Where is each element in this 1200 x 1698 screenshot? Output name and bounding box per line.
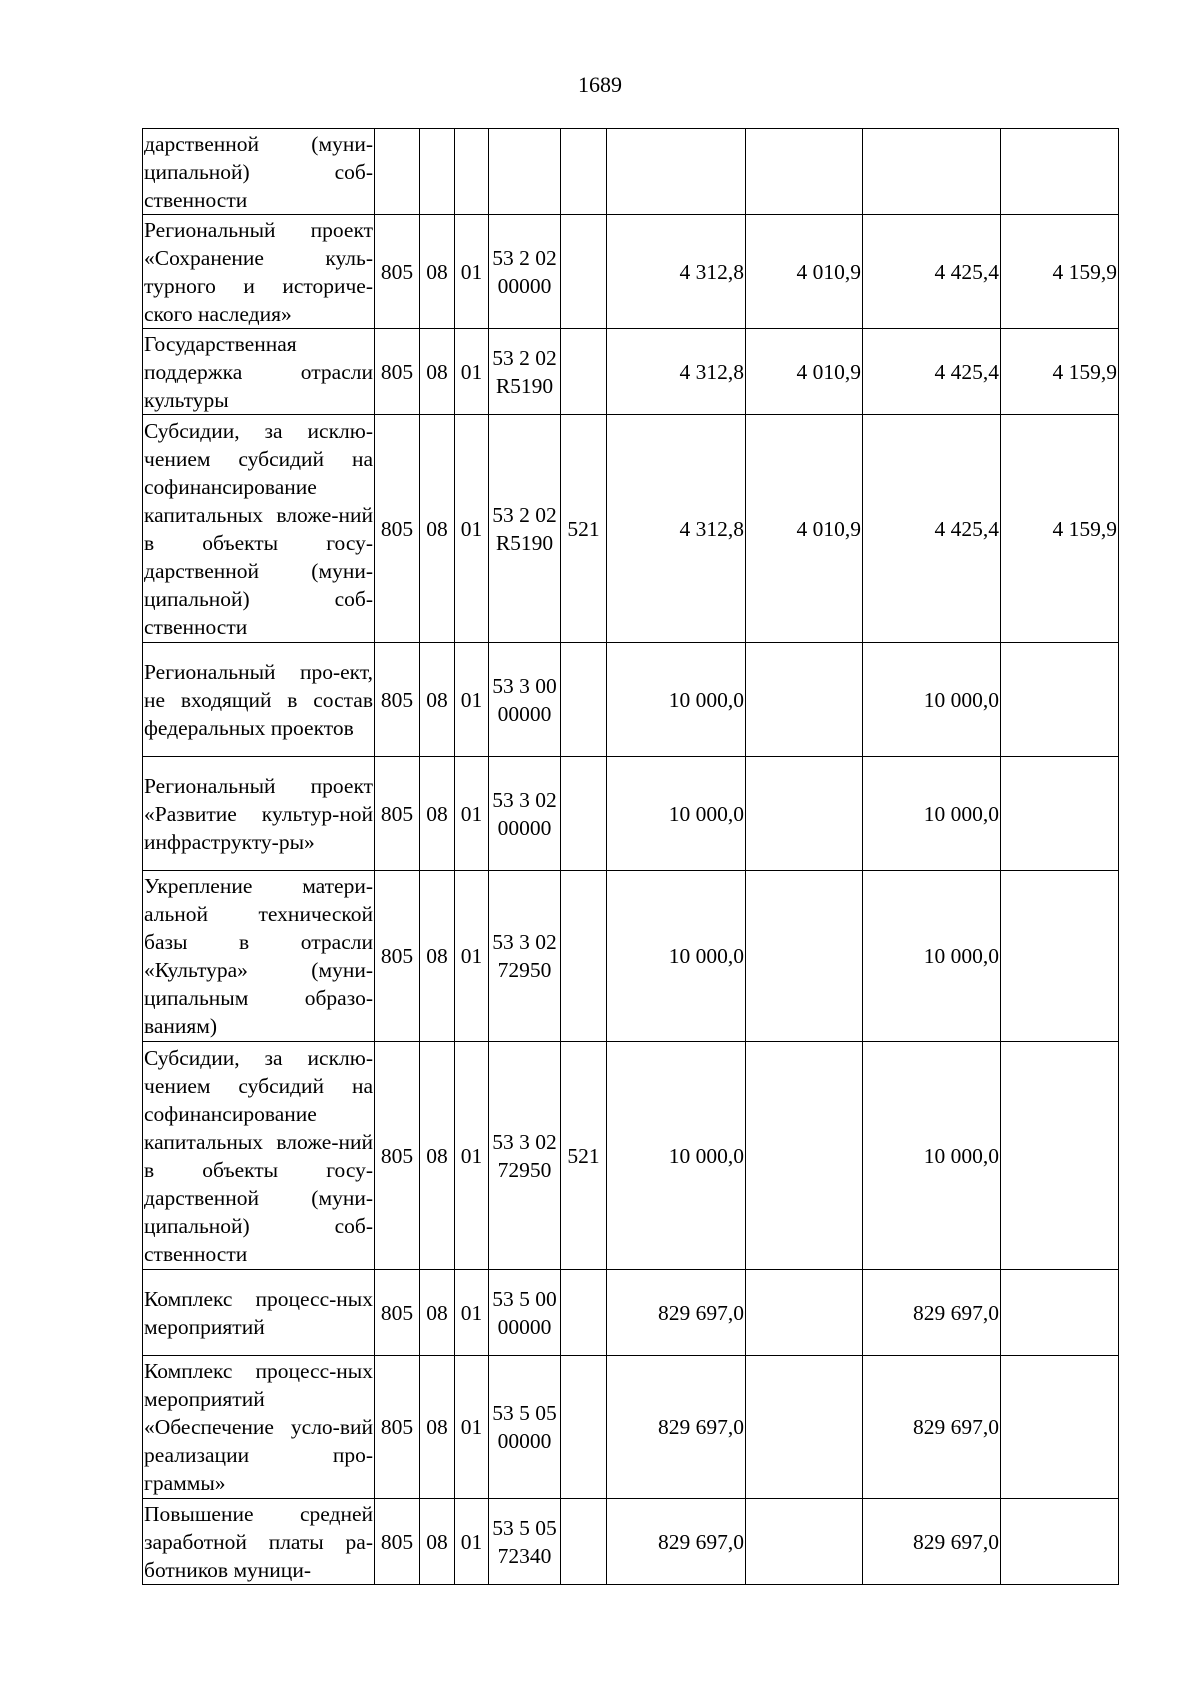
row-amount-3: 10 000,0 [863,757,1001,871]
row-csr: 53 5 05 00000 [489,1356,561,1499]
row-csr: 53 3 00 00000 [489,643,561,757]
row-amount-2 [746,129,863,215]
row-rz: 08 [420,215,455,329]
row-amount-3: 829 697,0 [863,1499,1001,1585]
row-amount-4 [1001,1270,1119,1356]
page-number: 1689 [578,72,622,97]
row-amount-1: 829 697,0 [607,1356,746,1499]
table-row [143,1270,1119,1356]
row-gr: 805 [375,215,420,329]
row-gr: 805 [375,415,420,643]
row-vr [561,643,607,757]
row-gr: 805 [375,1499,420,1585]
row-gr: 805 [375,1356,420,1499]
row-name: Комплекс процесс-ных мероприятий «Обеспечение усло-вий реализации про-граммы» [143,1356,375,1499]
table-row [143,643,1119,757]
row-amount-4 [1001,1356,1119,1499]
row-pr: 01 [455,415,489,643]
row-vr [561,329,607,415]
row-pr: 01 [455,1499,489,1585]
row-rz: 08 [420,415,455,643]
row-amount-2 [746,1356,863,1499]
row-amount-1: 10 000,0 [607,871,746,1042]
table-row [143,129,1119,215]
row-amount-4 [1001,871,1119,1042]
row-name: Региональный проект «Развитие культур-ной инфраструкту-ры» [143,757,375,871]
row-vr [561,757,607,871]
row-pr: 01 [455,215,489,329]
row-name: Комплекс процесс-ных мероприятий [143,1270,375,1356]
row-amount-2 [746,871,863,1042]
row-amount-3: 829 697,0 [863,1356,1001,1499]
row-amount-3: 10 000,0 [863,871,1001,1042]
row-amount-3: 10 000,0 [863,643,1001,757]
row-csr: 53 2 02 00000 [489,215,561,329]
row-rz: 08 [420,871,455,1042]
row-amount-2 [746,1042,863,1270]
row-amount-2 [746,1270,863,1356]
row-name: Региональный проект «Сохранение куль-турного и историче-ского наследия» [143,215,375,329]
table-row [143,1499,1119,1585]
row-gr: 805 [375,643,420,757]
row-csr: 53 2 02 R5190 [489,415,561,643]
row-amount-3: 829 697,0 [863,1270,1001,1356]
row-pr [455,129,489,215]
row-csr: 53 2 02 R5190 [489,329,561,415]
row-rz: 08 [420,643,455,757]
row-amount-4 [1001,643,1119,757]
row-vr [561,215,607,329]
row-name: Субсидии, за исклю-чением субсидий на софинансирование капитальных вложе-ний в объекты госу-дарственной (муни-ципальной) соб-ственности [143,1042,375,1270]
row-amount-1: 10 000,0 [607,757,746,871]
row-amount-4: 4 159,9 [1001,215,1119,329]
row-pr: 01 [455,1042,489,1270]
row-amount-4 [1001,757,1119,871]
row-name: Государственная поддержка отрасли культуры [143,329,375,415]
row-amount-2 [746,1499,863,1585]
row-amount-1: 10 000,0 [607,643,746,757]
row-amount-2: 4 010,9 [746,215,863,329]
row-gr [375,129,420,215]
row-vr: 521 [561,415,607,643]
row-amount-4: 4 159,9 [1001,329,1119,415]
row-gr: 805 [375,757,420,871]
row-rz [420,129,455,215]
row-amount-1: 829 697,0 [607,1270,746,1356]
row-pr: 01 [455,871,489,1042]
row-amount-3 [863,129,1001,215]
row-vr [561,1270,607,1356]
row-csr: 53 3 02 72950 [489,1042,561,1270]
row-rz: 08 [420,329,455,415]
row-amount-3: 4 425,4 [863,215,1001,329]
table-row [143,329,1119,415]
row-amount-1: 4 312,8 [607,415,746,643]
row-name: Повышение средней заработной платы ра-ботников муници- [143,1499,375,1585]
row-pr: 01 [455,643,489,757]
row-amount-3: 4 425,4 [863,415,1001,643]
row-vr [561,129,607,215]
row-csr: 53 3 02 00000 [489,757,561,871]
row-csr [489,129,561,215]
row-vr [561,871,607,1042]
budget-table [142,128,1119,1585]
row-amount-1: 10 000,0 [607,1042,746,1270]
row-amount-2: 4 010,9 [746,329,863,415]
row-amount-2 [746,643,863,757]
table-row [143,871,1119,1042]
row-pr: 01 [455,1356,489,1499]
row-vr [561,1356,607,1499]
row-csr: 53 5 05 72340 [489,1499,561,1585]
row-name: Региональный про-ект, не входящий в состав федеральных проектов [143,643,375,757]
row-amount-3: 4 425,4 [863,329,1001,415]
row-vr: 521 [561,1042,607,1270]
row-gr: 805 [375,871,420,1042]
table-row [143,1356,1119,1499]
row-rz: 08 [420,1042,455,1270]
row-pr: 01 [455,1270,489,1356]
table-row [143,1042,1119,1270]
row-rz: 08 [420,757,455,871]
row-pr: 01 [455,757,489,871]
row-amount-4 [1001,129,1119,215]
row-amount-2: 4 010,9 [746,415,863,643]
row-csr: 53 3 02 72950 [489,871,561,1042]
row-rz: 08 [420,1356,455,1499]
row-amount-1: 829 697,0 [607,1499,746,1585]
row-name: Субсидии, за исклю-чением субсидий на софинансирование капитальных вложе-ний в объекты госу-дарственной (муни-ципальной) соб-ственности [143,415,375,643]
row-amount-4 [1001,1499,1119,1585]
row-amount-2 [746,757,863,871]
row-gr: 805 [375,1270,420,1356]
row-rz: 08 [420,1499,455,1585]
row-amount-3: 10 000,0 [863,1042,1001,1270]
row-rz: 08 [420,1270,455,1356]
table-row [143,415,1119,643]
row-gr: 805 [375,1042,420,1270]
row-gr: 805 [375,329,420,415]
row-amount-4: 4 159,9 [1001,415,1119,643]
row-name: Укрепление матери-альной технической базы в отрасли «Культура» (муни-ципальным образо-ваниям) [143,871,375,1042]
row-name: дарственной (муни-ципальной) соб-ственности [143,129,375,215]
row-amount-1: 4 312,8 [607,329,746,415]
row-amount-1: 4 312,8 [607,215,746,329]
table-row [143,215,1119,329]
row-vr [561,1499,607,1585]
row-amount-4 [1001,1042,1119,1270]
row-amount-1 [607,129,746,215]
table-row [143,757,1119,871]
row-pr: 01 [455,329,489,415]
budget-table-body [143,129,1119,1585]
row-csr: 53 5 00 00000 [489,1270,561,1356]
